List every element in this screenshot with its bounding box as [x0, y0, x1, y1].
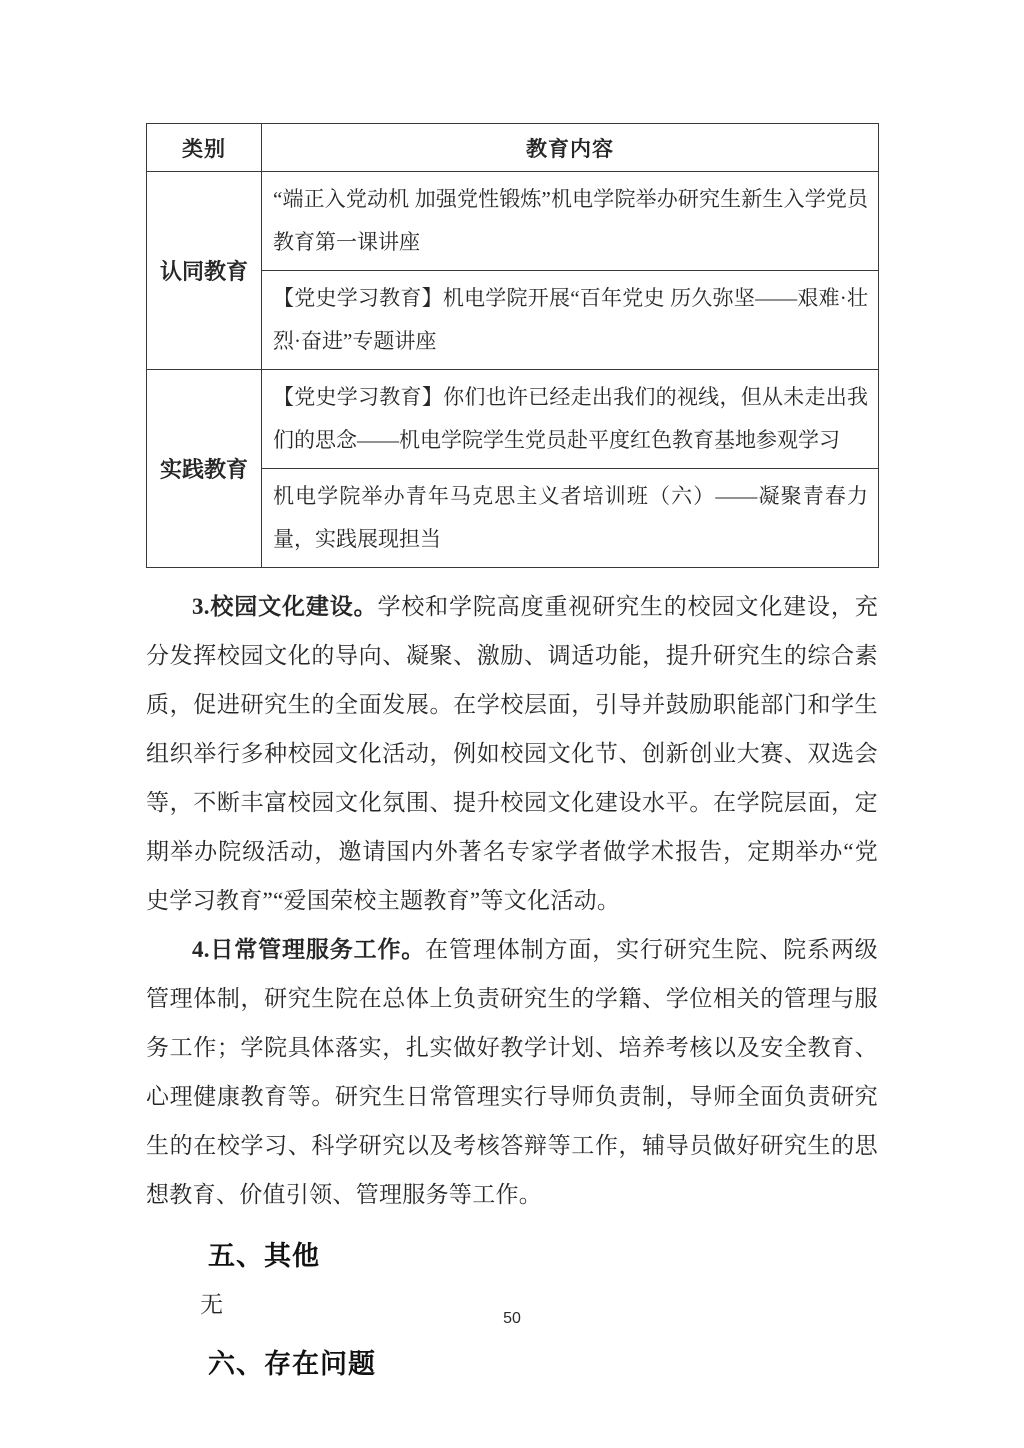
table-row — [147, 370, 879, 469]
paragraph-daily-management-text: 在管理体制方面，实行研究生院、院系两级管理体制，研究生院在总体上负责研究生的学籍、学位相关的管理与服务工作；学院具体落实，扎实做好教学计划、培养考核以及安全教育、心理健康教育等。研究生日常管理实行导师负责制，导师全面负责研究生的在校学习、科学研究以及考核答辩等工作，辅导员做好研究生的思想教育、价值引领、管理服务等工作。 — [146, 937, 878, 1207]
table-cell-identity-item-2: 【党史学习教育】机电学院开展“百年党史 历久弥坚——艰难·壮烈·奋进”专题讲座 — [262, 271, 879, 370]
table-cell-practice-item-2: 机电学院举办青年马克思主义者培训班（六）——凝聚青春力量，实践展现担当 — [262, 469, 879, 568]
page-number: 50 — [503, 1310, 521, 1327]
paragraph-daily-management-lead: 4.日常管理服务工作。 — [192, 937, 426, 962]
paragraph-campus-culture-lead: 3.校园文化建设。 — [192, 594, 378, 619]
table-category-practice-education: 实践教育 — [147, 370, 262, 568]
table-row — [147, 172, 879, 271]
paragraph-campus-culture-text: 学校和学院高度重视研究生的校园文化建设，充分发挥校园文化的导向、凝聚、激励、调适功能，提升研究生的综合素质，促进研究生的全面发展。在学校层面，引导并鼓励职能部门和学生组织举行多种校园文化活动，例如校园文化节、创新创业大赛、双选会等，不断丰富校园文化氛围、提升校园文化建设水平。在学院层面，定期举办院级活动，邀请国内外著名专家学者做学术报告，定期举办“党史学习教育”“爱国荣校主题教育”等文化活动。 — [146, 594, 878, 913]
education-table — [146, 123, 879, 568]
table-header-row — [147, 124, 879, 172]
paragraph-campus-culture — [146, 582, 878, 925]
none-text: 无 — [200, 1292, 223, 1317]
heading-section-five-other: 五、其他 — [208, 1241, 320, 1271]
table-cell-practice-item-1: 【党史学习教育】你们也许已经走出我们的视线，但从未走出我们的思念——机电学院学生党员赴平度红色教育基地参观学习 — [262, 370, 879, 469]
table-cell-identity-item-1: “端正入党动机 加强党性锻炼”机电学院举办研究生新生入学党员教育第一课讲座 — [262, 172, 879, 271]
table-header-content: 教育内容 — [262, 124, 879, 172]
heading-section-six-problems: 六、存在问题 — [208, 1349, 376, 1379]
table-header-category: 类别 — [147, 124, 262, 172]
paragraph-daily-management — [146, 925, 878, 1219]
table-category-identity-education: 认同教育 — [147, 172, 262, 370]
document-content — [146, 123, 878, 1391]
